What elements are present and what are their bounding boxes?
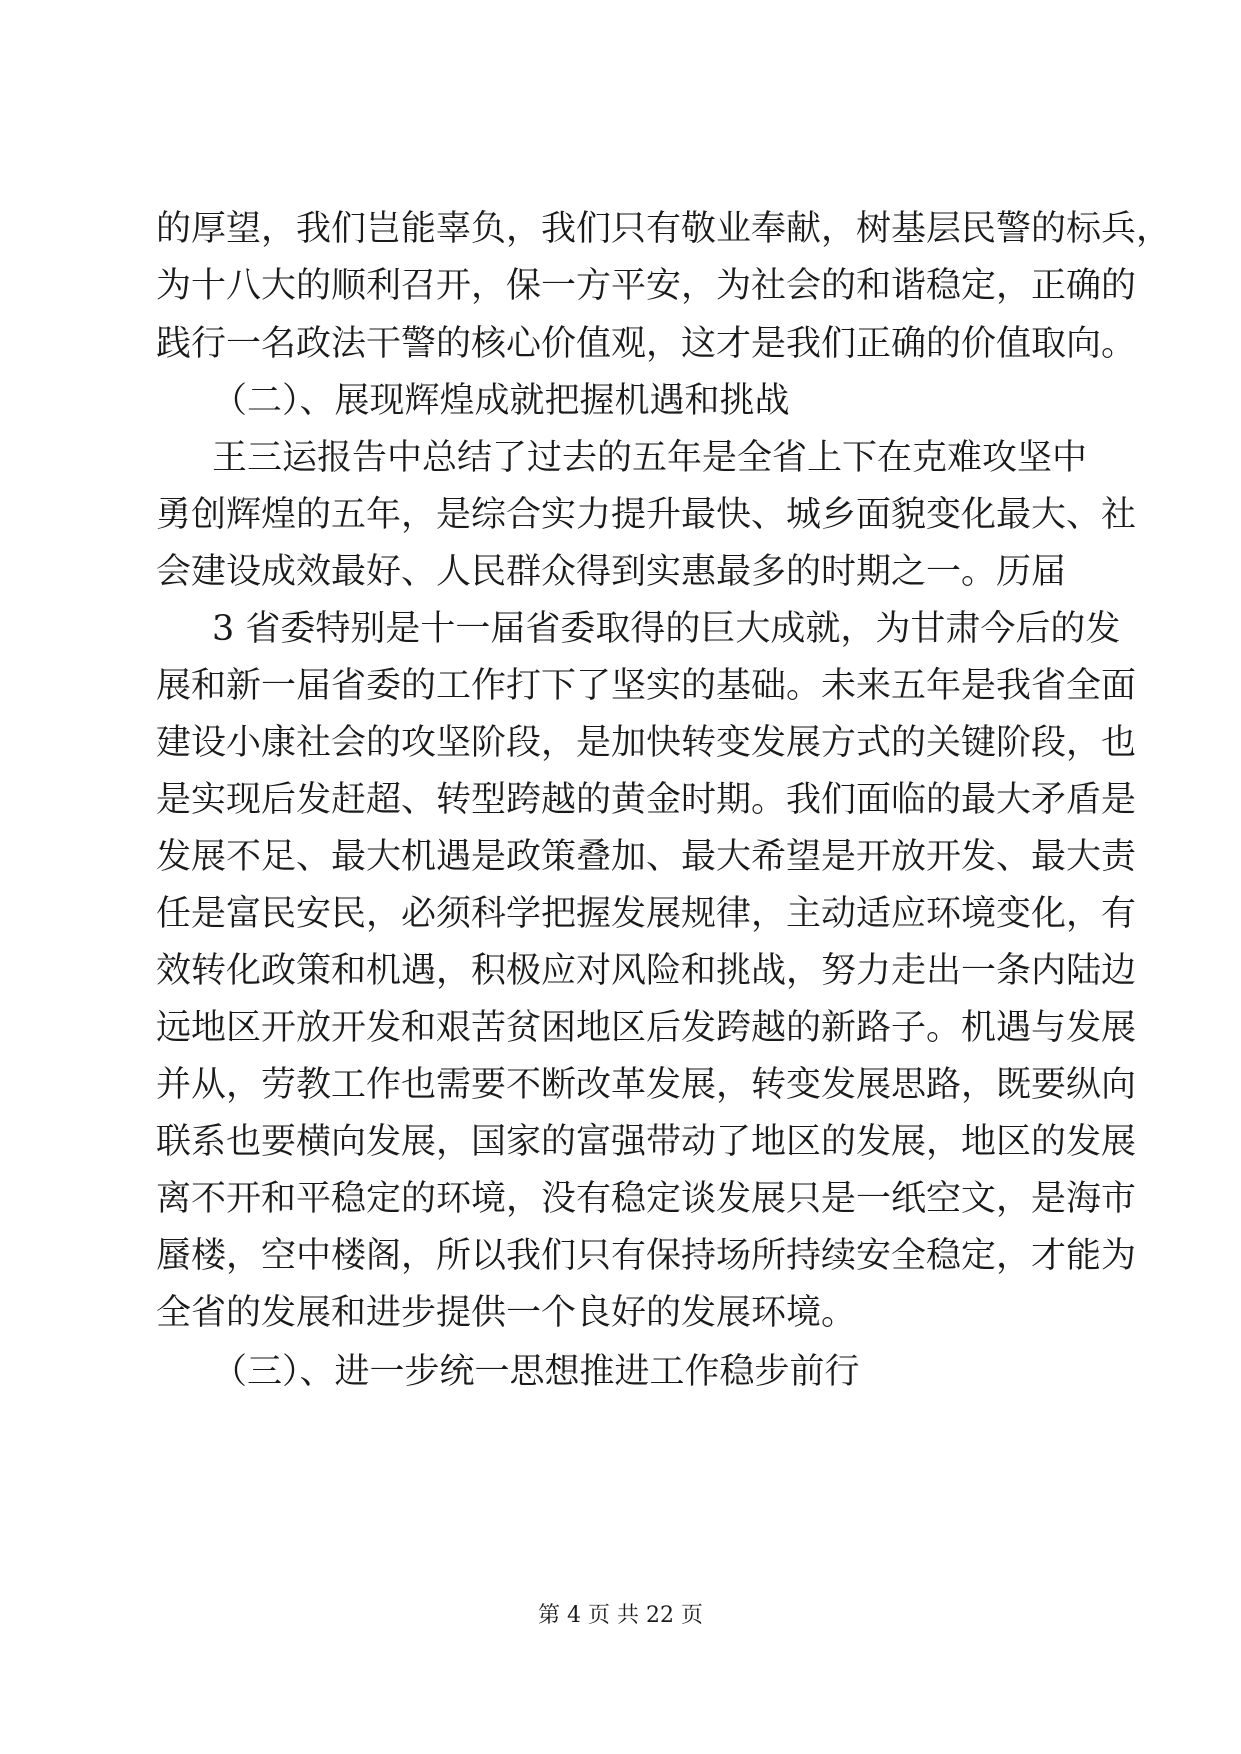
body-line: 全省的发展和进步提供一个良好的发展环境。 bbox=[156, 1293, 857, 1333]
body-line: 效转化政策和机遇，积极应对风险和挑战，努力走出一条内陆边 bbox=[156, 951, 1137, 991]
body-line: 远地区开放开发和艰苦贫困地区后发跨越的新路子。机遇与发展 bbox=[156, 1008, 1137, 1048]
section-heading: （三）、进一步统一思想推进工作稳步前行 bbox=[212, 1352, 860, 1392]
body-line: 践行一名政法干警的核心价值观，这才是我们正确的价值取向。 bbox=[156, 324, 1137, 364]
body-line: 离不开和平稳定的环境，没有稳定谈发展只是一纸空文，是海市 bbox=[156, 1179, 1137, 1219]
section-heading: （二）、展现辉煌成就把握机遇和挑战 bbox=[212, 381, 790, 421]
body-line: 任是富民安民，必须科学把握发展规律，主动适应环境变化，有 bbox=[156, 894, 1137, 934]
body-line: 3 省委特别是十一届省委取得的巨大成就，为甘肃今后的发 bbox=[212, 609, 1121, 649]
body-line: 会建设成效最好、人民群众得到实惠最多的时期之一。历届 bbox=[156, 552, 1067, 592]
body-line: 的厚望，我们岂能辜负，我们只有敬业奉献，树基层民警的标兵， bbox=[156, 209, 1172, 249]
body-line: 联系也要横向发展，国家的富强带动了地区的发展，地区的发展 bbox=[156, 1122, 1137, 1162]
body-line: 是实现后发赶超、转型跨越的黄金时期。我们面临的最大矛盾是 bbox=[156, 780, 1137, 820]
body-line: 蜃楼，空中楼阁，所以我们只有保持场所持续安全稳定，才能为 bbox=[156, 1236, 1137, 1276]
body-line: 展和新一届省委的工作打下了坚实的基础。未来五年是我省全面 bbox=[156, 666, 1137, 706]
page-footer: 第 4 页 共 22 页 bbox=[538, 1603, 703, 1628]
body-line: 勇创辉煌的五年，是综合实力提升最快、城乡面貌变化最大、社 bbox=[156, 495, 1137, 535]
body-line: 并从，劳教工作也需要不断改革发展，转变发展思路，既要纵向 bbox=[156, 1065, 1137, 1105]
body-line: 为十八大的顺利召开，保一方平安，为社会的和谐稳定，正确的 bbox=[156, 266, 1137, 306]
body-line: 王三运报告中总结了过去的五年是全省上下在克难攻坚中 bbox=[212, 438, 1088, 478]
body-line: 建设小康社会的攻坚阶段，是加快转变发展方式的关键阶段，也 bbox=[156, 723, 1137, 763]
body-line: 发展不足、最大机遇是政策叠加、最大希望是开放开发、最大责 bbox=[156, 837, 1137, 877]
